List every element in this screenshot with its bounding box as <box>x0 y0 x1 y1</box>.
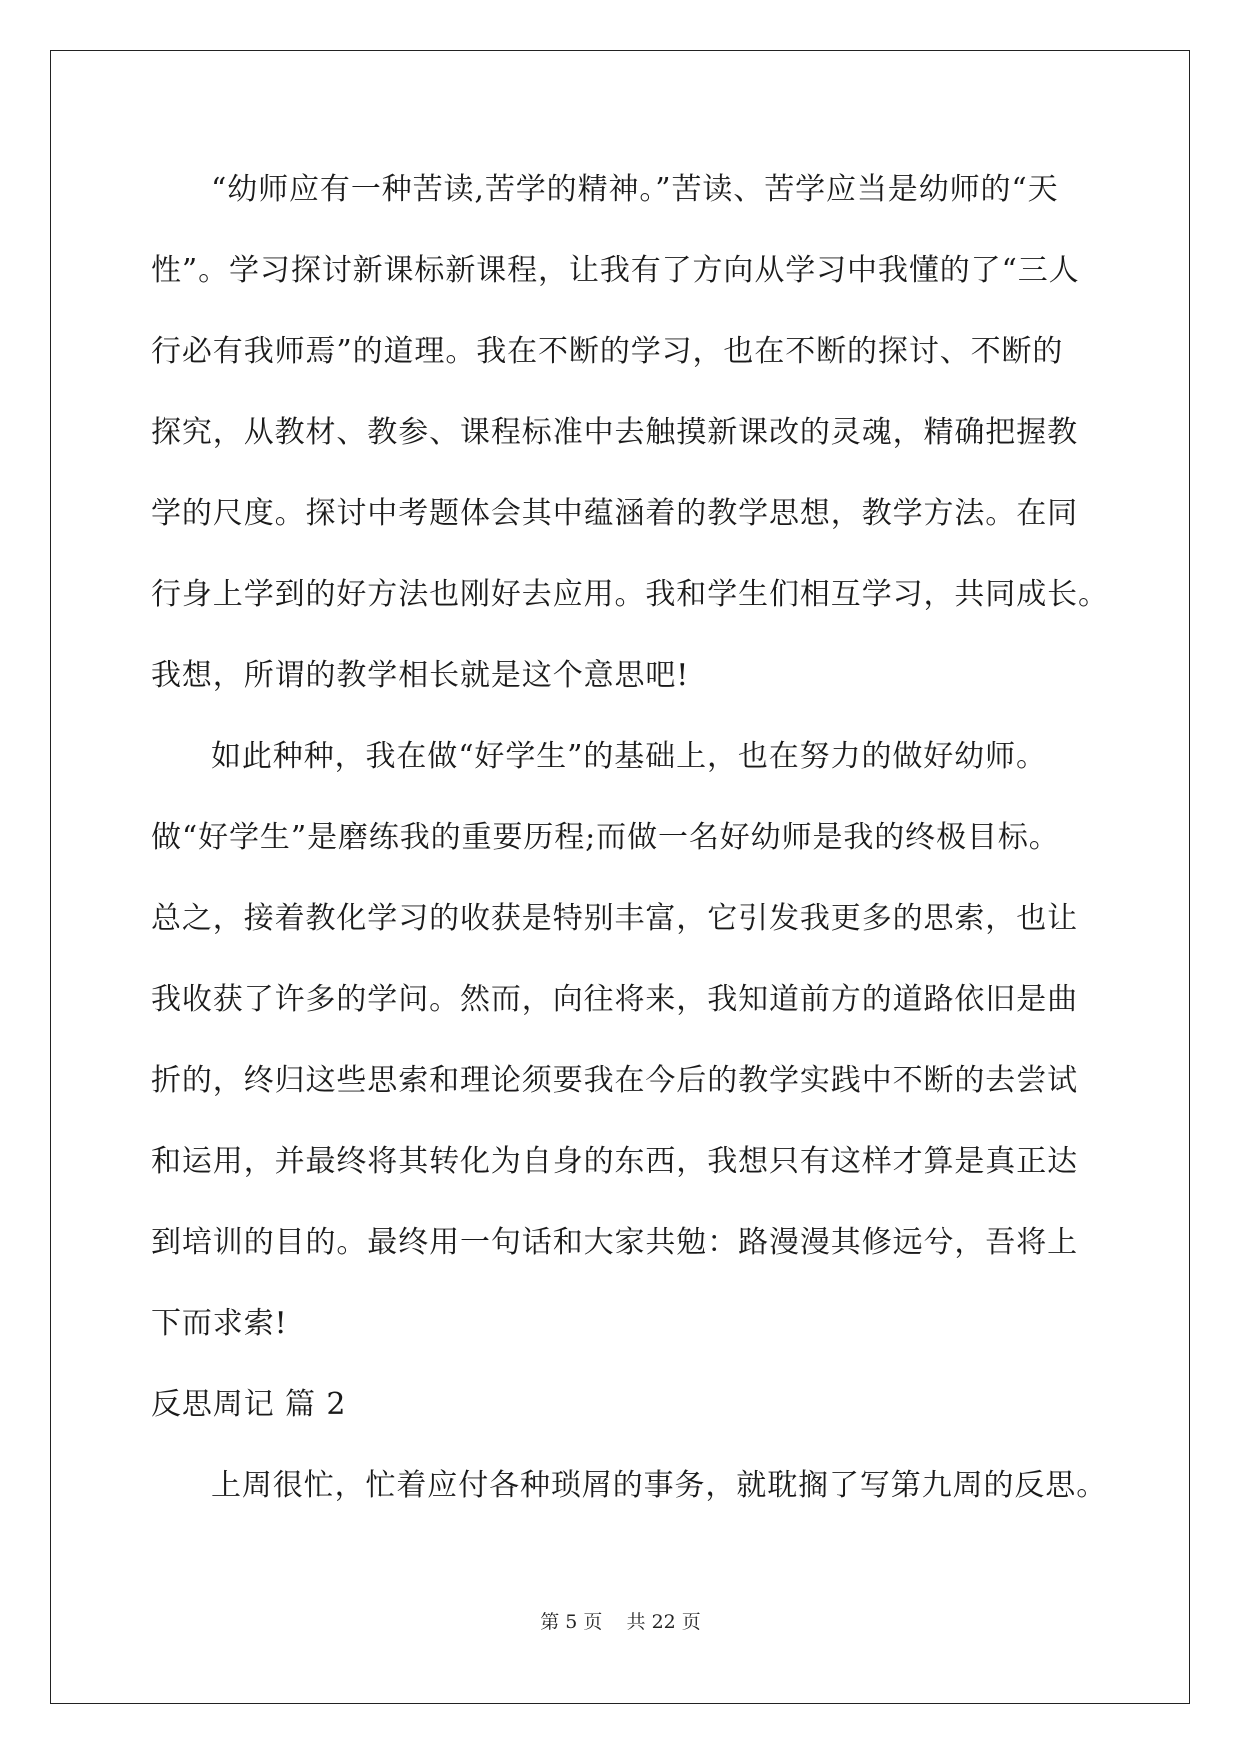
text-line-1: “幼师应有一种苦读,苦学的精神。”苦读、苦学应当是幼师的“天 <box>211 172 1059 207</box>
page-number: 第 5 页 共 22 页 <box>540 1611 701 1633</box>
text-line-14: 到培训的目的。最终用一句话和大家共勉：路漫漫其修远兮，吾将上 <box>151 1225 1078 1260</box>
text-line-8: 如此种种，我在做“好学生”的基础上，也在努力的做好幼师。 <box>211 739 1047 774</box>
text-line-13: 和运用，并最终将其转化为自身的东西，我想只有这样才算是真正达 <box>151 1144 1078 1179</box>
section-heading: 反思周记 篇 2 <box>151 1387 347 1422</box>
text-line-2: 性”。学习探讨新课标新课程，让我有了方向从学习中我懂的了“三人 <box>151 253 1080 288</box>
page-footer <box>0 1610 1241 1634</box>
text-line-10: 总之，接着教化学习的收获是特别丰富，它引发我更多的思索，也让 <box>151 901 1078 936</box>
document-body <box>151 158 1109 1535</box>
text-line-6: 行身上学到的好方法也刚好去应用。我和学生们相互学习，共同成长。 <box>151 577 1109 612</box>
text-line-7: 我想，所谓的教学相长就是这个意思吧! <box>151 658 690 693</box>
text-line-5: 学的尺度。探讨中考题体会其中蕴涵着的教学思想，教学方法。在同 <box>151 496 1078 531</box>
text-line-9: 做“好学生”是磨练我的重要历程;而做一名好幼师是我的终极目标。 <box>151 820 1060 855</box>
text-line-4: 探究，从教材、教参、课程标准中去触摸新课改的灵魂，精确把握教 <box>151 415 1078 450</box>
text-line-15: 下而求索! <box>151 1306 288 1341</box>
text-line-3: 行必有我师焉”的道理。我在不断的学习，也在不断的探讨、不断的 <box>151 334 1064 369</box>
text-line-17: 上周很忙，忙着应付各种琐屑的事务，就耽搁了写第九周的反思。 <box>211 1468 1108 1503</box>
text-line-11: 我收获了许多的学问。然而，向往将来，我知道前方的道路依旧是曲 <box>151 982 1078 1017</box>
text-line-12: 折的，终归这些思索和理论须要我在今后的教学实践中不断的去尝试 <box>151 1063 1078 1098</box>
